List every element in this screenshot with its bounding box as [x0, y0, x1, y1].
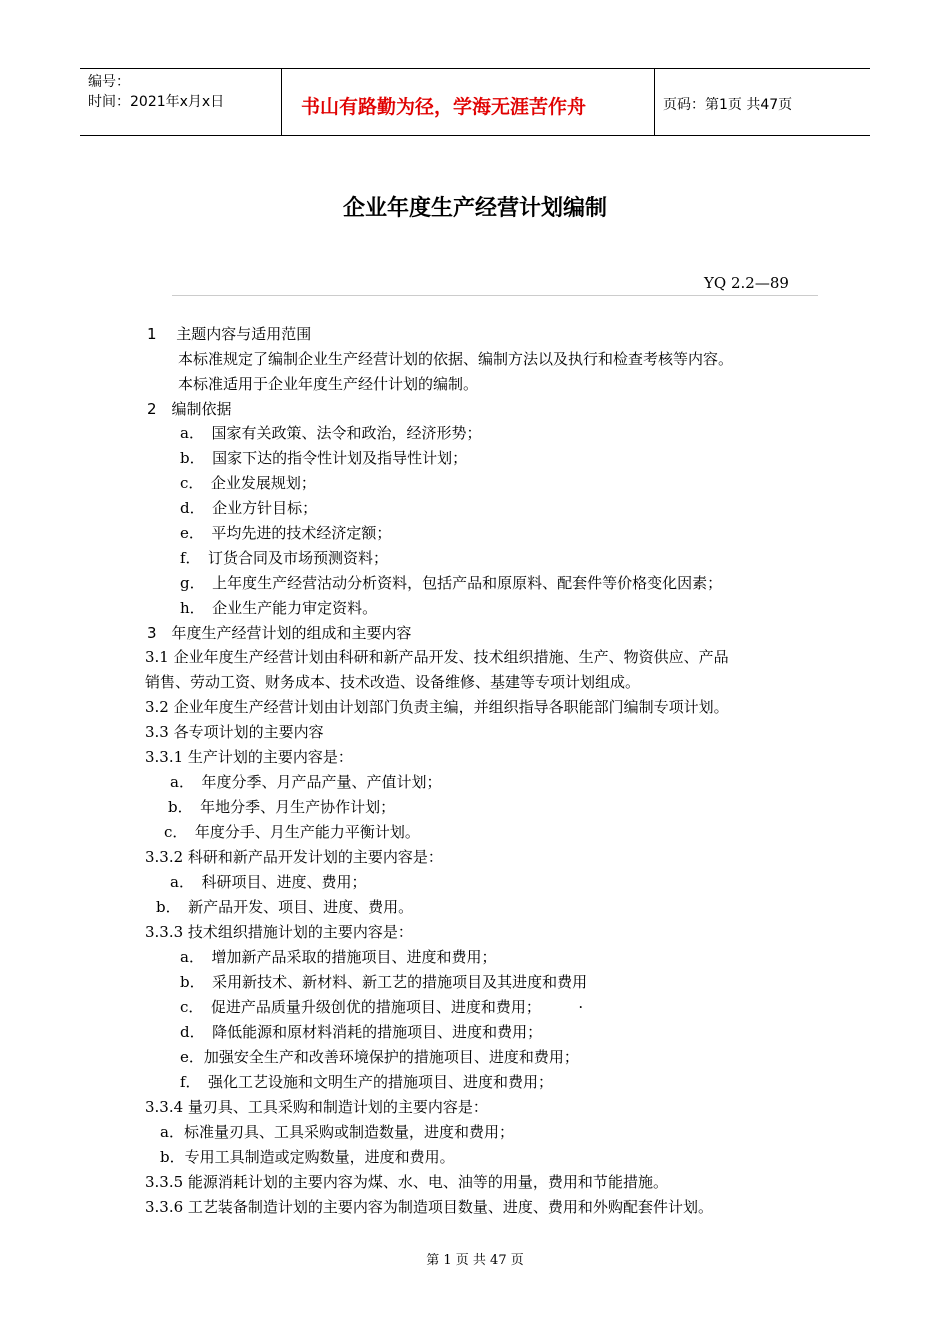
header-divider-left: [281, 68, 282, 136]
body-line: 销售、劳动工资、财务成本、技术改造、设备维修、基建等专项计划组成。: [145, 673, 641, 691]
body-line: 3.3 各专项计划的主要内容: [145, 723, 324, 741]
header-date-label: 时间：2021年x月x日: [88, 94, 225, 110]
list-item: b．专用工具制造或定购数量，进度和费用。: [160, 1148, 455, 1166]
code-underline: [172, 295, 818, 296]
header-motto: 书山有路勤为径，学海无涯苦作舟: [301, 96, 587, 118]
section-heading: 3 年度生产经营计划的组成和主要内容: [147, 624, 412, 642]
body-line: 3.2 企业年度生产经营计划由计划部门负责主编，并组织指导各职能部门编制专项计划。: [145, 698, 729, 716]
header-bottom-border: [80, 135, 870, 136]
list-item: a．标准量刃具、工具采购或制造数量，进度和费用；: [160, 1123, 514, 1141]
body-line: 3.3.3 技术组织措施计划的主要内容是：: [145, 923, 413, 941]
body-line: 3.1 企业年度生产经营计划由科研和新产品开发、技术组织措施、生产、物资供应、产品: [145, 648, 729, 666]
list-item: a． 国家有关政策、法令和政治，经济形势；: [180, 424, 482, 442]
list-item: a． 增加新产品采取的措施项目、进度和费用；: [180, 948, 497, 966]
list-item: a． 年度分季、月产品产量、产值计划；: [170, 773, 442, 791]
body-line: 本标准适用于企业年度生产经什计划的编制。: [178, 375, 479, 393]
section-heading: 1 主题内容与适用范围: [147, 325, 312, 343]
list-item: d． 企业方针目标；: [180, 499, 318, 517]
list-item: f． 订货合同及市场预测资料；: [180, 549, 389, 567]
list-item: c． 企业发展规划；: [180, 474, 316, 492]
document-title: 企业年度生产经营计划编制: [342, 196, 607, 221]
body-line: 3.3.5 能源消耗计划的主要内容为煤、水、电、油等的用量，费用和节能措施。: [145, 1173, 668, 1191]
list-item: c． 促进产品质量升级创优的措施项目、进度和费用； ·: [180, 998, 584, 1016]
list-item: b． 年地分季、月生产协作计划；: [168, 798, 396, 816]
list-item: b． 国家下达的指令性计划及指导性计划；: [180, 449, 468, 467]
header-number-label: 编号：: [88, 74, 130, 90]
list-item: c． 年度分手、月生产能力平衡计划。: [164, 823, 420, 841]
list-item: d． 降低能源和原材料消耗的措施项目、进度和费用；: [180, 1023, 543, 1041]
header-top-border: [80, 68, 870, 69]
list-item: e．加强安全生产和改善环境保护的措施项目、进度和费用；: [180, 1048, 579, 1066]
page-footer: 第 1 页 共 47 页: [426, 1253, 524, 1268]
list-item: h． 企业生产能力审定资料。: [180, 599, 378, 617]
list-item: b． 新产品开发、项目、进度、费用。: [156, 898, 414, 916]
body-line: 3.3.4 量刃具、工具采购和制造计划的主要内容是：: [145, 1098, 488, 1116]
list-item: e． 平均先进的技术经济定额；: [180, 524, 392, 542]
section-heading: 2 编制依据: [147, 400, 232, 418]
body-line: 3.3.1 生产计划的主要内容是：: [145, 748, 353, 766]
body-line: 本标准规定了编制企业生产经营计划的依据、编制方法以及执行和检查考核等内容。: [178, 350, 734, 368]
list-item: g． 上年度生产经营沽动分析资料，包括产品和原原料、配套件等价格变化因素；: [180, 574, 723, 592]
header-page-label: 页码：第1页 共47页: [663, 97, 793, 113]
body-line: 3.3.2 科研和新产品开发计划的主要内容是：: [145, 848, 443, 866]
header-divider-right: [654, 68, 655, 136]
list-item: b． 采用新技术、新材料、新工艺的措施项目及其进度和费用: [180, 973, 588, 991]
body-line: 3.3.6 工艺装备制造计划的主要内容为制造项目数量、进度、费用和外购配套件计划。: [145, 1198, 713, 1216]
list-item: a． 科研项目、进度、费用；: [170, 873, 367, 891]
list-item: f． 强化工艺设施和文明生产的措施项目、进度和费用；: [180, 1073, 554, 1091]
document-code: YQ 2.2—89: [704, 274, 789, 292]
